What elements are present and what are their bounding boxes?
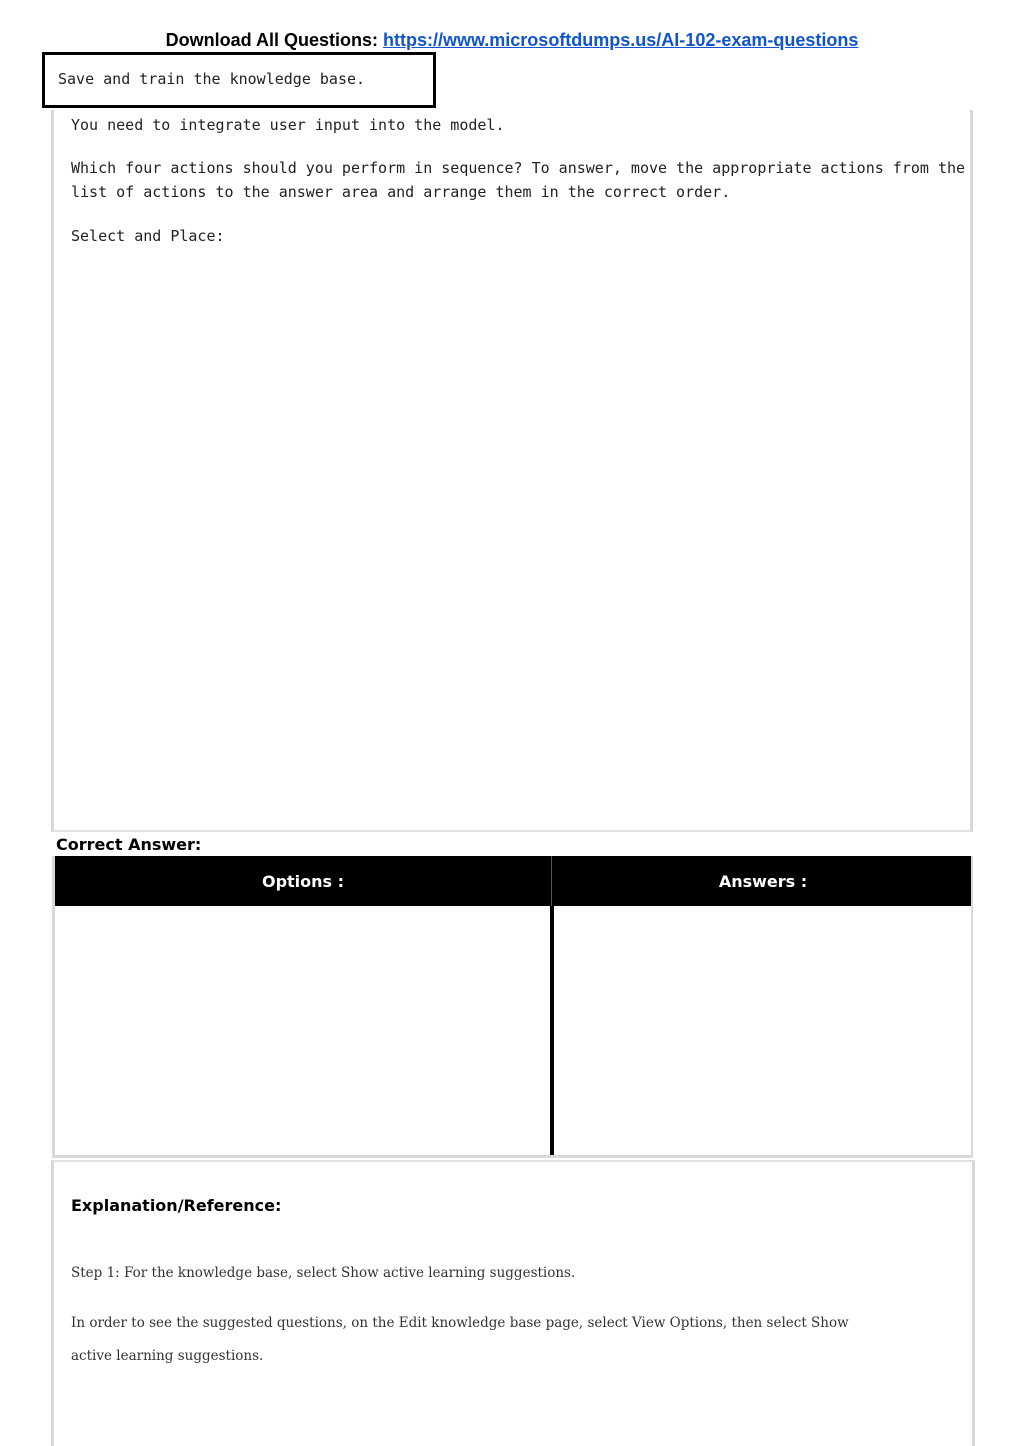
question-panel xyxy=(51,110,973,832)
question-instruction-line2: list of actions to the answer area and arrange them in the correct order. xyxy=(71,183,731,201)
options-header: Options : xyxy=(261,872,345,891)
explanation-step1: Step 1: For the knowledge base, select Show active learning suggestions. xyxy=(71,1265,576,1281)
overlay-action-box xyxy=(42,52,436,108)
column-divider xyxy=(550,906,554,1155)
exam-questions-link[interactable]: https://www.microsoftdumps.us/AI-102-exam-questions xyxy=(382,30,859,50)
overlay-action-text: Save and train the knowledge base. xyxy=(58,70,366,88)
download-header-label: Download All Questions: xyxy=(165,30,383,50)
answer-table xyxy=(52,856,973,1158)
select-and-place-label: Select and Place: xyxy=(71,227,225,245)
download-header xyxy=(0,30,1024,51)
answer-table-header xyxy=(55,856,971,906)
question-instruction-line1: Which four actions should you perform in sequence? To answer, move the appropriate actions from the xyxy=(71,159,966,177)
question-intro: You need to integrate user input into the model. xyxy=(71,116,505,134)
explanation-paragraph-line1: In order to see the suggested questions, on the Edit knowledge base page, select View Options, then select Show xyxy=(71,1315,849,1331)
explanation-panel xyxy=(51,1160,975,1446)
explanation-title: Explanation/Reference: xyxy=(71,1196,282,1215)
explanation-paragraph-line2: active learning suggestions. xyxy=(71,1348,264,1364)
correct-answer-label: Correct Answer: xyxy=(56,835,202,854)
answers-header: Answers : xyxy=(718,872,808,891)
header-separator xyxy=(551,856,552,906)
